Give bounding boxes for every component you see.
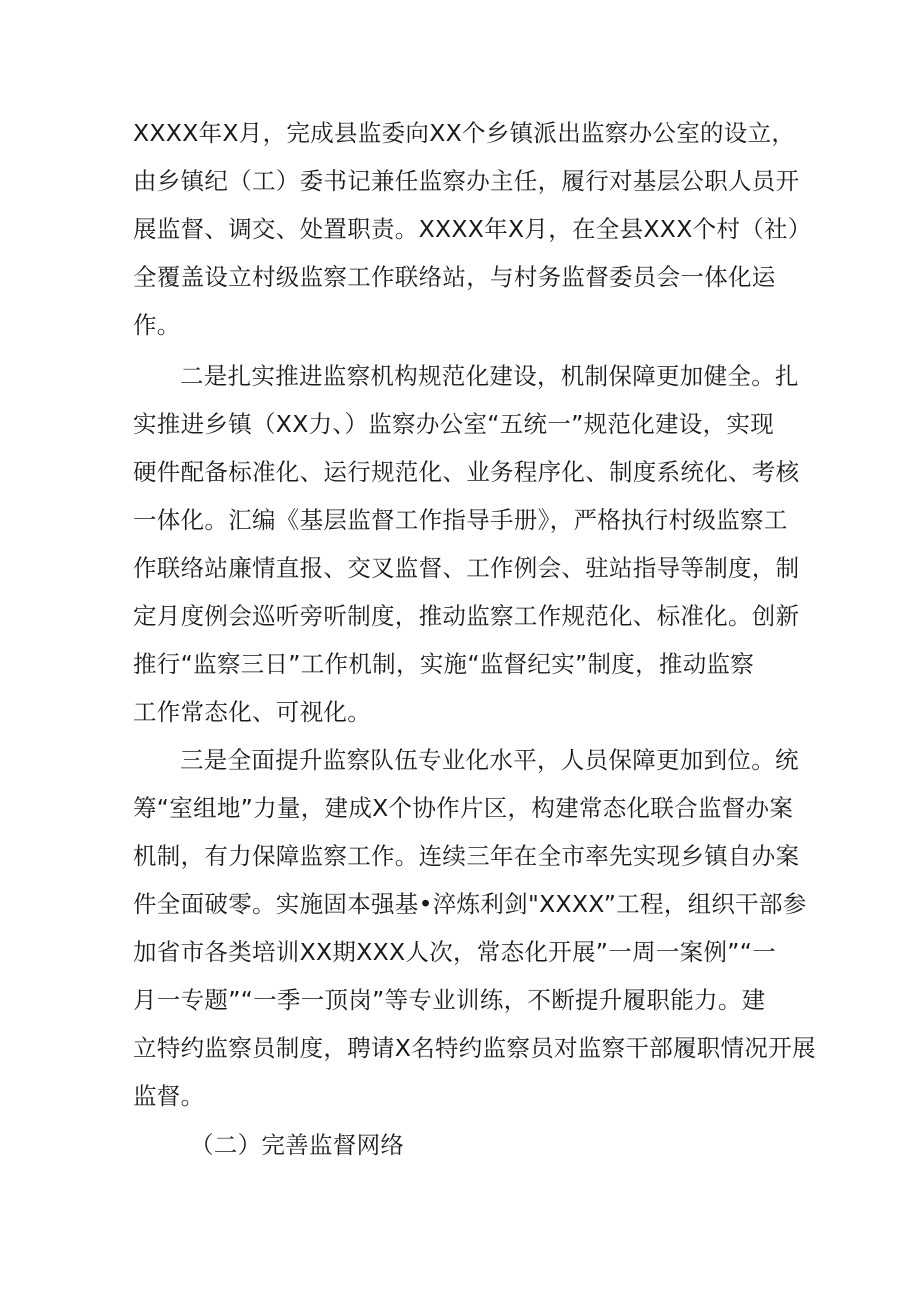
paragraph-2-line: 推行“监察三日”工作机制，实施“监督纪实”制度，推动监察 [133,650,755,678]
paragraph-2-line: 作联络站廉情直报、交叉监督、工作例会、驻站指导等制度，制 [133,554,800,582]
paragraph-3-line: 立特约监察员制度，聘请X名特约监察员对监察干部履职情况开展 [133,1034,816,1062]
paragraph-1-line: 由乡镇纪（工）委书记兼任监察办主任，履行对基层公职人员开 [133,167,800,195]
paragraph-2-line: 实推进乡镇（XX力、）监察办公室“五统一”规范化建设，实现 [133,410,774,438]
paragraph-3-line: 月一专题”“一季一顶岗”等专业训练，不断提升履职能力。建 [133,986,766,1014]
paragraph-3-line: 监督。 [133,1082,205,1110]
paragraph-3-line: 件全面破零。实施固本强基•淬炼利剑"XXXX”工程，组织干部参 [133,890,807,918]
paragraph-2-line: 工作常态化、可视化。 [133,698,371,726]
paragraph-3-line: 筹“室组地”力量，建成X个协作片区，构建常态化联合监督办案 [133,794,794,822]
paragraph-1-line: 全覆盖设立村级监察工作联络站，与村务监督委员会一体化运 [133,263,776,291]
paragraph-3-line: 三是全面提升监察队伍专业化水平，人员保障更加到位。统 [180,746,799,774]
paragraph-3-line: 机制，有力保障监察工作。连续三年在全市率先实现乡镇自办案 [133,842,800,870]
section-heading: （二）完善监督网络 [190,1131,405,1159]
paragraph-2-line: 硬件配备标准化、运行规范化、业务程序化、制度系统化、考核 [133,458,800,486]
paragraph-1-line: 作。 [133,311,181,339]
paragraph-1-line: XXXX年X月，完成县监委向XX个乡镇派出监察办公室的设立， [133,119,796,147]
paragraph-2-line: 一体化。汇编《基层监督工作指导手册》，严格执行村级监察工 [133,506,788,534]
paragraph-1-line: 展监督、调交、处置职责。XXXX年X月，在全县XXX个村（社） [133,215,812,243]
paragraph-2-line: 定月度例会巡听旁听制度，推动监察工作规范化、标准化。创新 [133,602,800,630]
paragraph-3-line: 加省市各类培训XX期XXX人次，常态化开展”一周一案例”“一 [133,938,777,966]
paragraph-2-line: 二是扎实推进监察机构规范化建设，机制保障更加健全。扎 [180,362,799,390]
